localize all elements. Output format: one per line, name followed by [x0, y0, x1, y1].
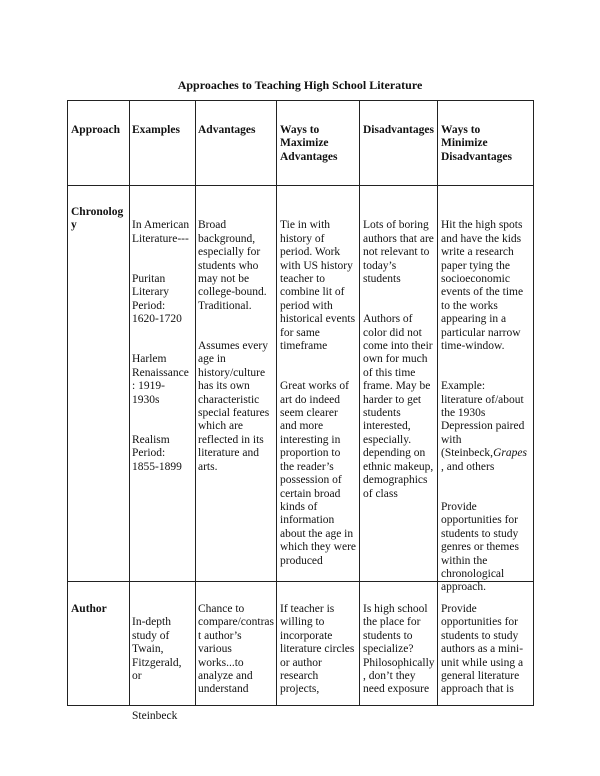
header-examples: Examples: [132, 124, 180, 136]
column-divider: [129, 101, 130, 705]
disadvantage-paragraph: Lots of boring authors that are not relevant to today’s students: [363, 219, 434, 286]
header-advantages: Advantages: [198, 124, 256, 136]
page-title: Approaches to Teaching High School Literature: [177, 78, 423, 92]
header-approach: Approach: [71, 124, 120, 136]
minimize-example-title: Grapes: [493, 447, 527, 460]
row-divider: [68, 185, 533, 186]
chronology-examples: [132, 206, 197, 487]
author-minimize: Provide opportunities for students to study authors as a mini- unit while using a general literature approach that is: [441, 603, 524, 696]
minimize-paragraph: Hit the high spots and have the kids write a research paper tying the socioeconomic events of the time to the works appearing in a particular narrow time-window.: [441, 219, 524, 353]
example-steinbeck: Steinbeck: [132, 710, 178, 723]
author-disadvantages: Is high school the place for students to specialize? Philosophically , don’t they need exposure: [363, 603, 435, 696]
table-row-approach: Author: [71, 603, 107, 615]
example-harlem: Harlem Renaissance : 1919- 1930s: [132, 353, 189, 406]
example-intro: In American Literature---: [132, 219, 190, 245]
author-examples: [132, 603, 197, 723]
author-advantages: Chance to compare/contras t author’s various works...to analyze and understand: [198, 603, 274, 696]
chronology-advantages: [198, 206, 277, 488]
table-row-approach: Chronolog y: [71, 206, 124, 232]
header-disadvantages: Disadvantages: [363, 124, 434, 136]
disadvantage-paragraph: Authors of color did not come into their own for much of this time frame. May be harder to get students interested, especially. depending on ethnic makeup, demographics of class: [363, 313, 434, 500]
author-maximize: If teacher is willing to incorporate literature circles or author research projects,: [280, 603, 355, 696]
chronology-maximize: [280, 206, 360, 581]
example-puritan: Puritan Literary Period: 1620-1720: [132, 273, 182, 326]
advantage-paragraph: Assumes every age in history/culture has its own characteristic special features which are reflected in its literature and arts.: [198, 340, 270, 473]
maximize-paragraph: Great works of art do indeed seem clearer and more interesting in proportion to the reader’s possession of certain broad kinds of information about the age in which they were produced: [280, 380, 356, 567]
example-realism: Realism Period: 1855-1899: [132, 433, 182, 473]
advantage-paragraph: Broad background, especially for students who may not be college-bound. Traditional.: [198, 219, 267, 312]
minimize-paragraph: Provide opportunities for students to study genres or themes within the chronological approach.: [441, 500, 519, 594]
header-maximize: Ways to Maximize Advantages: [280, 124, 338, 163]
example-author-study: In-depth study of Twain, Fitzgerald, or: [132, 616, 182, 683]
chronology-disadvantages: [363, 206, 439, 514]
chronology-minimize: [441, 206, 534, 608]
header-minimize: Ways to Minimize Disadvantages: [441, 124, 512, 163]
minimize-paragraph: [441, 380, 534, 474]
minimize-example-tail: , and others: [441, 460, 495, 473]
minimize-example-lead: Example: literature of/about the 1930s Depression paired with (Steinbeck,: [441, 380, 525, 460]
maximize-paragraph: Tie in with history of period. Work with US history teacher to combine lit of period with historical events for same timeframe: [280, 219, 356, 353]
